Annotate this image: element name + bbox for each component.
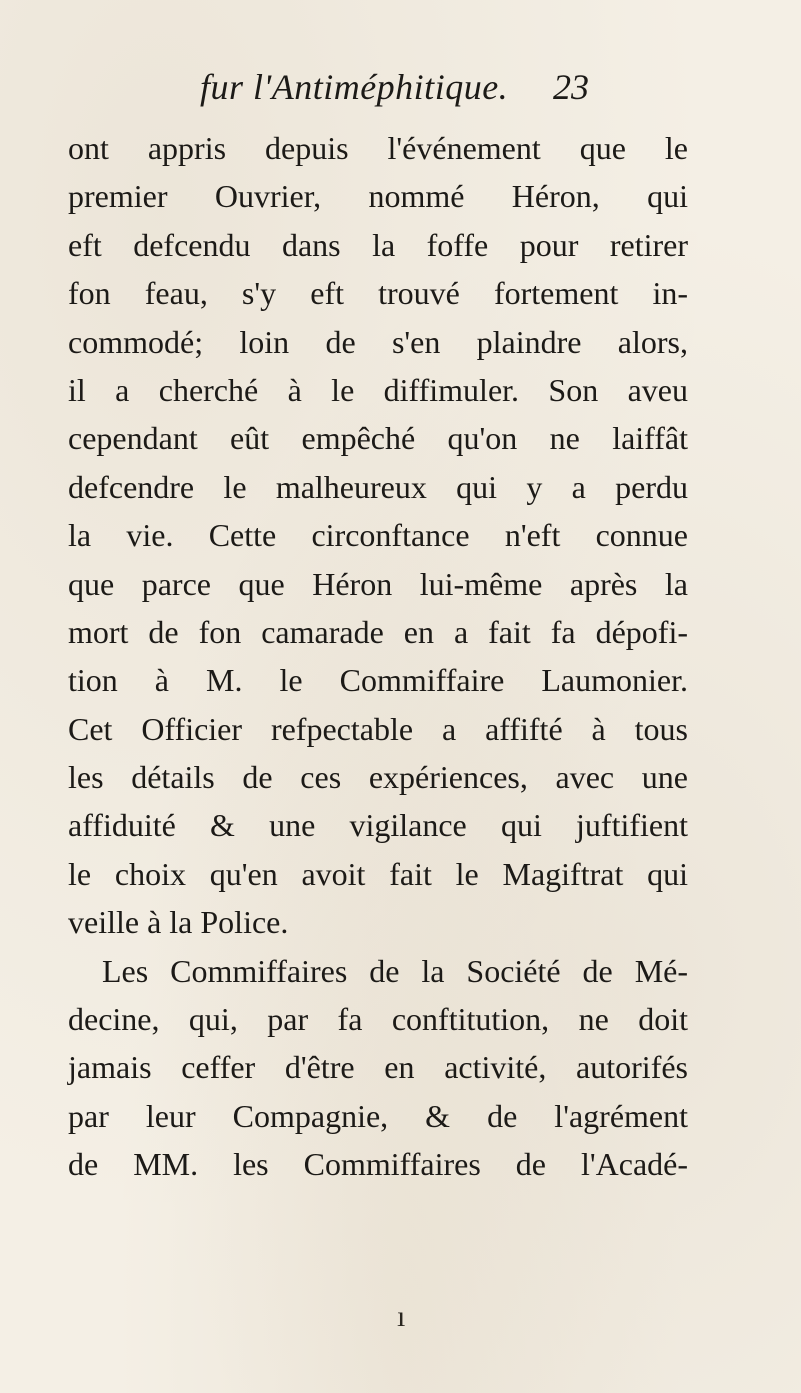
text-line: mort de fon camarade en a fait fa dépofi- (68, 613, 688, 650)
text-line: tion à M. le Commiffaire Laumonier. (68, 662, 688, 699)
text-line: ont appris depuis l'événement que le (68, 130, 688, 166)
text-line: commodé; loin de s'en plaindre alors, (68, 323, 688, 360)
text-line: eft defcendu dans la foffe pour retirer (68, 226, 688, 263)
text-line: fon feau, s'y eft trouvé fortement in- (68, 275, 688, 312)
text-line: les détails de ces expériences, avec une (68, 759, 688, 796)
running-title: fur l'Antiméphitique. (200, 67, 509, 107)
text-line: affiduité & une vigilance qui juftifient (68, 807, 688, 844)
text-line: de MM. les Commiffaires de l'Acadé- (68, 1146, 688, 1183)
bottom-mark: ı (397, 1300, 406, 1333)
text-line: premier Ouvrier, nommé Héron, qui (68, 178, 688, 215)
text-line: par leur Compagnie, & de l'agrément (68, 1097, 688, 1134)
text-line: Les Commiffaires de la Société de Mé- (102, 952, 688, 989)
text-line: jamais ceffer d'être en activité, autorifés (68, 1049, 688, 1086)
text-line: cependant eût empêché qu'on ne laiffât (68, 420, 688, 457)
running-head (200, 66, 600, 114)
page-number: 23 (553, 67, 589, 107)
text-line: il a cherché à le diffimuler. Son aveu (68, 371, 688, 408)
body-text (68, 124, 688, 1189)
text-line: que parce que Héron lui-même après la (68, 565, 688, 602)
text-line: defcendre le malheureux qui y a perdu (68, 468, 688, 505)
text-line: decine, qui, par fa conftitution, ne doit (68, 1001, 688, 1038)
text-line: le choix qu'en avoit fait le Magiftrat qui (68, 855, 688, 892)
text-line: Cet Officier refpectable a affifté à tous (68, 710, 688, 747)
text-line: la vie. Cette circonftance n'eft connue (68, 517, 688, 554)
text-line: veille à la Police. (68, 904, 289, 941)
